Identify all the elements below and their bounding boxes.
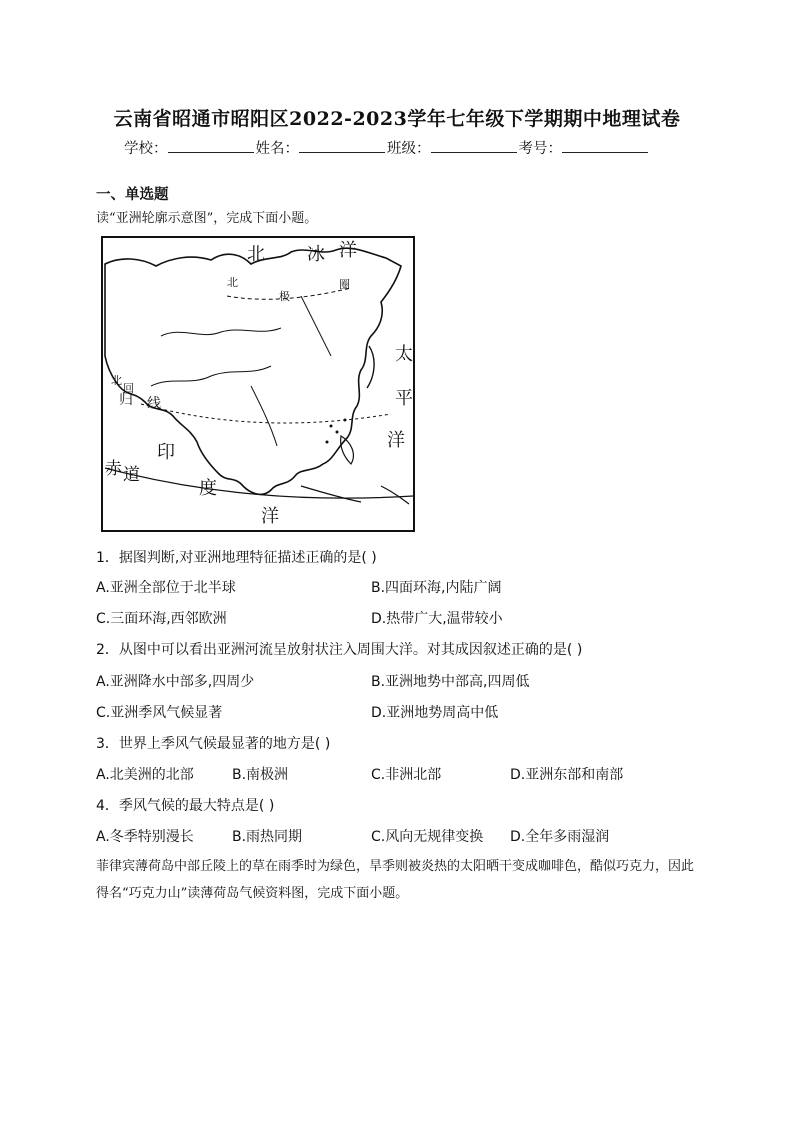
question-4-stem: 4．季风气候的最大特点是( ) [96, 798, 275, 814]
question-1-stem: 1．据图判断,对亚洲地理特征描述正确的是( ) [96, 550, 377, 566]
map-label-gui: 归 [119, 392, 133, 408]
question-3-option-b[interactable]: B.南极洲 [232, 767, 289, 783]
map-label-bing: 冰 [307, 244, 325, 265]
map-label-quan: 圈 [339, 278, 350, 291]
question-2-stem: 2．从图中可以看出亚洲河流呈放射状注入周围大洋。对其成因叙述正确的是( ) [96, 642, 583, 658]
name-blank [299, 138, 385, 153]
question-2-option-b[interactable]: B.亚洲地势中部高,四周低 [371, 674, 530, 690]
map-label-yang1: 洋 [339, 240, 357, 261]
map-label-bei-hui: 北 [111, 374, 122, 387]
question-4-option-c[interactable]: C.风向无规律变换 [371, 829, 484, 845]
question-4-option-a[interactable]: A.冬季特别漫长 [96, 829, 194, 845]
class-blank [431, 138, 517, 153]
intro-map: 读“亚洲轮廓示意图”，完成下面小题。 [96, 211, 318, 226]
map-label-hui: 回 [123, 382, 134, 395]
question-1-option-a[interactable]: A.亚洲全部位于北半球 [96, 580, 236, 596]
question-2-option-d[interactable]: D.亚洲地势周高中低 [371, 705, 499, 721]
question-2-option-c[interactable]: C.亚洲季风气候显著 [96, 705, 223, 721]
map-label-yin: 印 [157, 442, 175, 463]
question-1-option-c[interactable]: C.三面环海,西邻欧洲 [96, 611, 227, 627]
question-1-option-b[interactable]: B.四面环海,内陆广阔 [371, 580, 502, 596]
intro-climate: 菲律宾薄荷岛中部丘陵上的草在雨季时为绿色，旱季则被炎热的太阳晒干变成咖啡色，酷似巧克力，因此得名“巧克力山”读薄荷岛气候资料图，完成下面小题。 [96, 859, 695, 901]
question-4-option-d[interactable]: D.全年多雨湿润 [510, 829, 610, 845]
school-label: 学校： [124, 141, 168, 157]
number-label: 考号： [518, 141, 562, 157]
map-label-ji: 极 [279, 290, 290, 303]
asia-outline-map [101, 236, 415, 532]
page-title: 云南省昭通市昭阳区2022-2023学年七年级下学期期中地理试卷 [113, 108, 681, 130]
name-label: 姓名： [255, 141, 299, 157]
question-3-option-d[interactable]: D.亚洲东部和南部 [510, 767, 624, 783]
map-label-xian: 线 [147, 396, 161, 412]
school-blank [168, 138, 254, 153]
number-blank [562, 138, 648, 153]
question-3-option-c[interactable]: C.非洲北部 [371, 767, 442, 783]
map-label-tai: 太 [395, 344, 413, 365]
map-label-dao: 道 [123, 465, 140, 485]
map-label-yang3: 洋 [261, 506, 279, 527]
map-label-ping: 平 [395, 388, 413, 409]
question-3-stem: 3．世界上季风气候最显著的地方是( ) [96, 736, 331, 752]
map-label-bei: 北 [247, 244, 265, 265]
question-2-option-a[interactable]: A.亚洲降水中部多,四周少 [96, 674, 255, 690]
question-3-option-a[interactable]: A.北美洲的北部 [96, 767, 194, 783]
student-info-line [124, 137, 650, 158]
map-label-chi: 赤 [105, 459, 122, 479]
map-label-yang2: 洋 [387, 430, 405, 451]
class-label: 班级： [387, 141, 431, 157]
section-title: 一、单选题 [96, 187, 169, 203]
question-1-option-d[interactable]: D.热带广大,温带较小 [371, 611, 503, 627]
map-label-du: 度 [199, 478, 217, 499]
map-label-bei-small: 北 [227, 276, 238, 289]
question-4-option-b[interactable]: B.雨热同期 [232, 829, 303, 845]
